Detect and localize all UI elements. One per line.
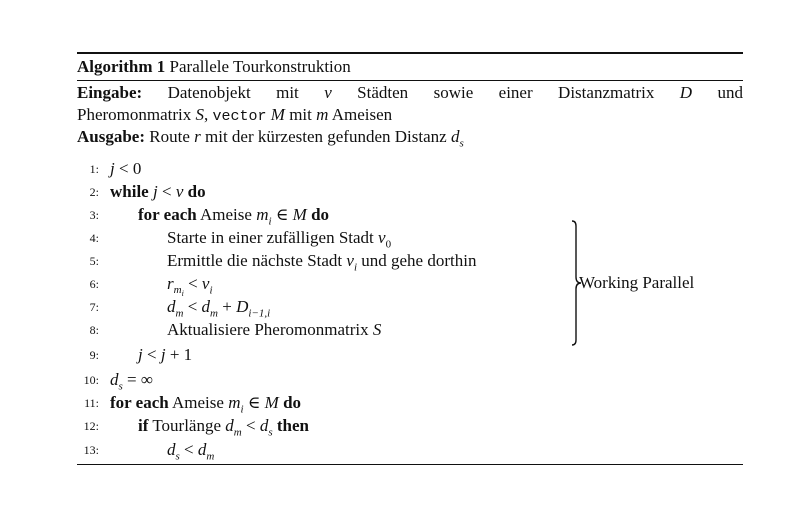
top-rule — [77, 52, 743, 54]
algorithm-caption — [77, 57, 351, 77]
caption-label: Algorithm 1 — [77, 57, 166, 76]
input-line-2: Pheromonmatrix S, vector M mit m Ameisen — [77, 105, 393, 125]
output-line: Ausgabe: Route r mit der kürzesten gefunden Distanz $d_s$ — [77, 127, 464, 150]
caption-rule — [77, 80, 743, 81]
input-line-1: Eingabe: Datenobjekt mit v Städten sowie einer Distanzmatrix D und — [77, 83, 743, 102]
working-parallel-label: Working Parallel — [579, 273, 695, 292]
output-label: Ausgabe: — [77, 127, 146, 146]
input-label: Eingabe: — [77, 83, 143, 102]
caption-title: Parallele Tourkonstruktion — [169, 57, 351, 76]
bottom-rule — [77, 464, 743, 465]
vector-keyword: vector — [212, 108, 267, 125]
